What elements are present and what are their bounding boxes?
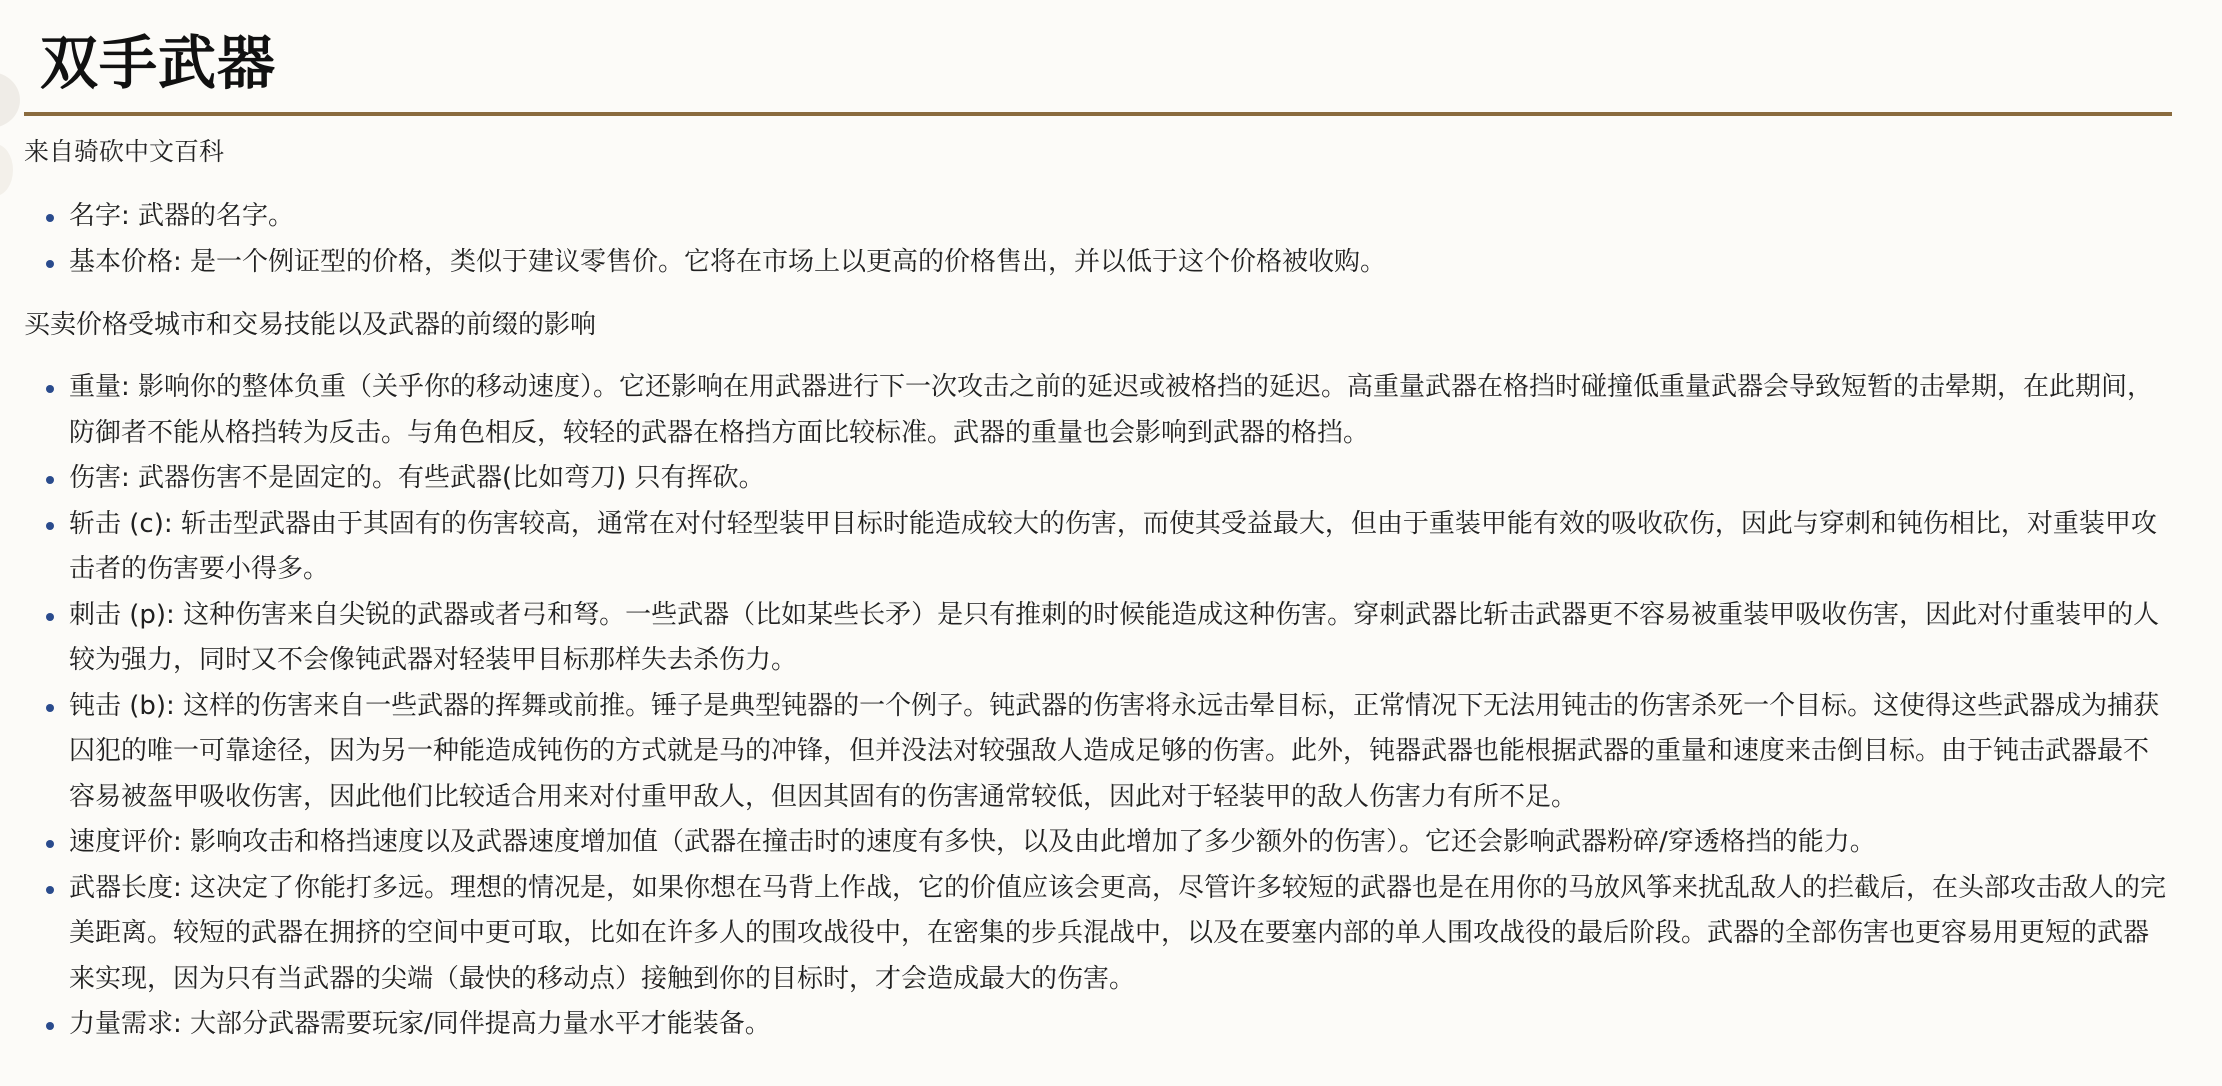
bullet-icon [46,385,54,393]
bullet-icon [46,886,54,894]
bullet-icon [46,476,54,484]
intro-list [24,194,2172,285]
list-item [24,456,2172,502]
bullet-icon [46,522,54,530]
page-title: 双手武器 [40,29,277,97]
list-item [24,194,2172,240]
list-item-text: 速度评价: 影响攻击和格挡速度以及武器速度增加值（武器在撞击时的速度有多快，以及由此增加了多少额外的伤害）。它还会影响武器粉碎/穿透格挡的能力。 [69,827,1876,857]
list-item-text: 名字: 武器的名字。 [69,201,295,231]
bullet-icon [46,1022,54,1030]
bullet-icon [46,613,54,621]
list-item-text: 斩击 (c): 斩击型武器由于其固有的伤害较高，通常在对付轻型装甲目标时能造成较大的伤害，而使其受益最大，但由于重装甲能有效的吸收砍伤，因此与穿刺和钝伤相比，对重装甲攻击者的伤害要小得多。 [69,508,2157,584]
list-item [24,365,2172,456]
bullet-icon [46,840,54,848]
site-subtitle: 来自骑砍中文百科 [24,137,225,166]
bullet-icon [46,704,54,712]
price-note: 买卖价格受城市和交易技能以及武器的前缀的影响 [24,310,597,340]
bullet-icon [46,214,54,222]
list-item [24,502,2172,593]
list-item-text: 伤害: 武器伤害不是固定的。有些武器(比如弯刀) 只有挥砍。 [69,463,765,493]
list-item-text: 刺击 (p): 这种伤害来自尖锐的武器或者弓和弩。一些武器（比如某些长矛）是只有推刺的时候能造成这种伤害。穿刺武器比斩击武器更不容易被重装甲吸收伤害，因此对付重装甲的人较为强力，同时又不会像钝武器对轻装甲目标那样失去杀伤力。 [69,599,2160,675]
attribute-list [24,365,2172,1048]
list-item [24,593,2172,684]
list-item-text: 钝击 (b): 这样的伤害来自一些武器的挥舞或前推。锤子是典型钝器的一个例子。钝武器的伤害将永远击晕目标，正常情况下无法用钝击的伤害杀死一个目标。这使得这些武器成为捕获囚犯的唯一可靠途径，因为另一种能造成钝伤的方式就是马的冲锋，但并没法对较强敌人造成足够的伤害。此外，钝器武器也能根据武器的重量和速度来击倒目标。由于钝击武器最不容易被盔甲吸收伤害，因此他们比较适合用来对付重甲敌人，但因其固有的伤害通常较低，因此对于轻装甲的敌人伤害力有所不足。 [69,690,2160,812]
list-item [24,866,2172,1003]
list-item [24,684,2172,821]
title-divider [24,112,2172,116]
list-item-text: 武器长度: 这决定了你能打多远。理想的情况是，如果你想在马背上作战，它的价值应该会更高，尽管许多较短的武器也是在用你的马放风筝来扰乱敌人的拦截后，在头部攻击敌人的完美距离。较短的武器在拥挤的空间中更可取，比如在许多人的围攻战役中，在密集的步兵混战中，以及在要塞内部的单人围攻战役的最后阶段。武器的全部伤害也更容易用更短的武器来实现，因为只有当武器的尖端（最快的移动点）接触到你的目标时，才会造成最大的伤害。 [69,872,2167,994]
list-item-text: 重量: 影响你的整体负重（关乎你的移动速度）。它还影响在用武器进行下一次攻击之前的延迟或被格挡的延迟。高重量武器在格挡时碰撞低重量武器会导致短暂的击晕期，在此期间，防御者不能从格挡转为反击。与角色相反，较轻的武器在格挡方面比较标准。武器的重量也会影响到武器的格挡。 [69,372,2154,448]
bullet-icon [46,260,54,268]
article-content [24,0,2172,1048]
list-item-text: 基本价格: 是一个例证型的价格，类似于建议零售价。它将在市场上以更高的价格售出，并以低于这个价格被收购。 [69,246,1387,277]
list-item [24,1002,2172,1048]
list-item [24,240,2172,286]
list-item-text: 力量需求: 大部分武器需要玩家/同伴提高力量水平才能装备。 [69,1009,771,1039]
list-item [24,820,2172,866]
